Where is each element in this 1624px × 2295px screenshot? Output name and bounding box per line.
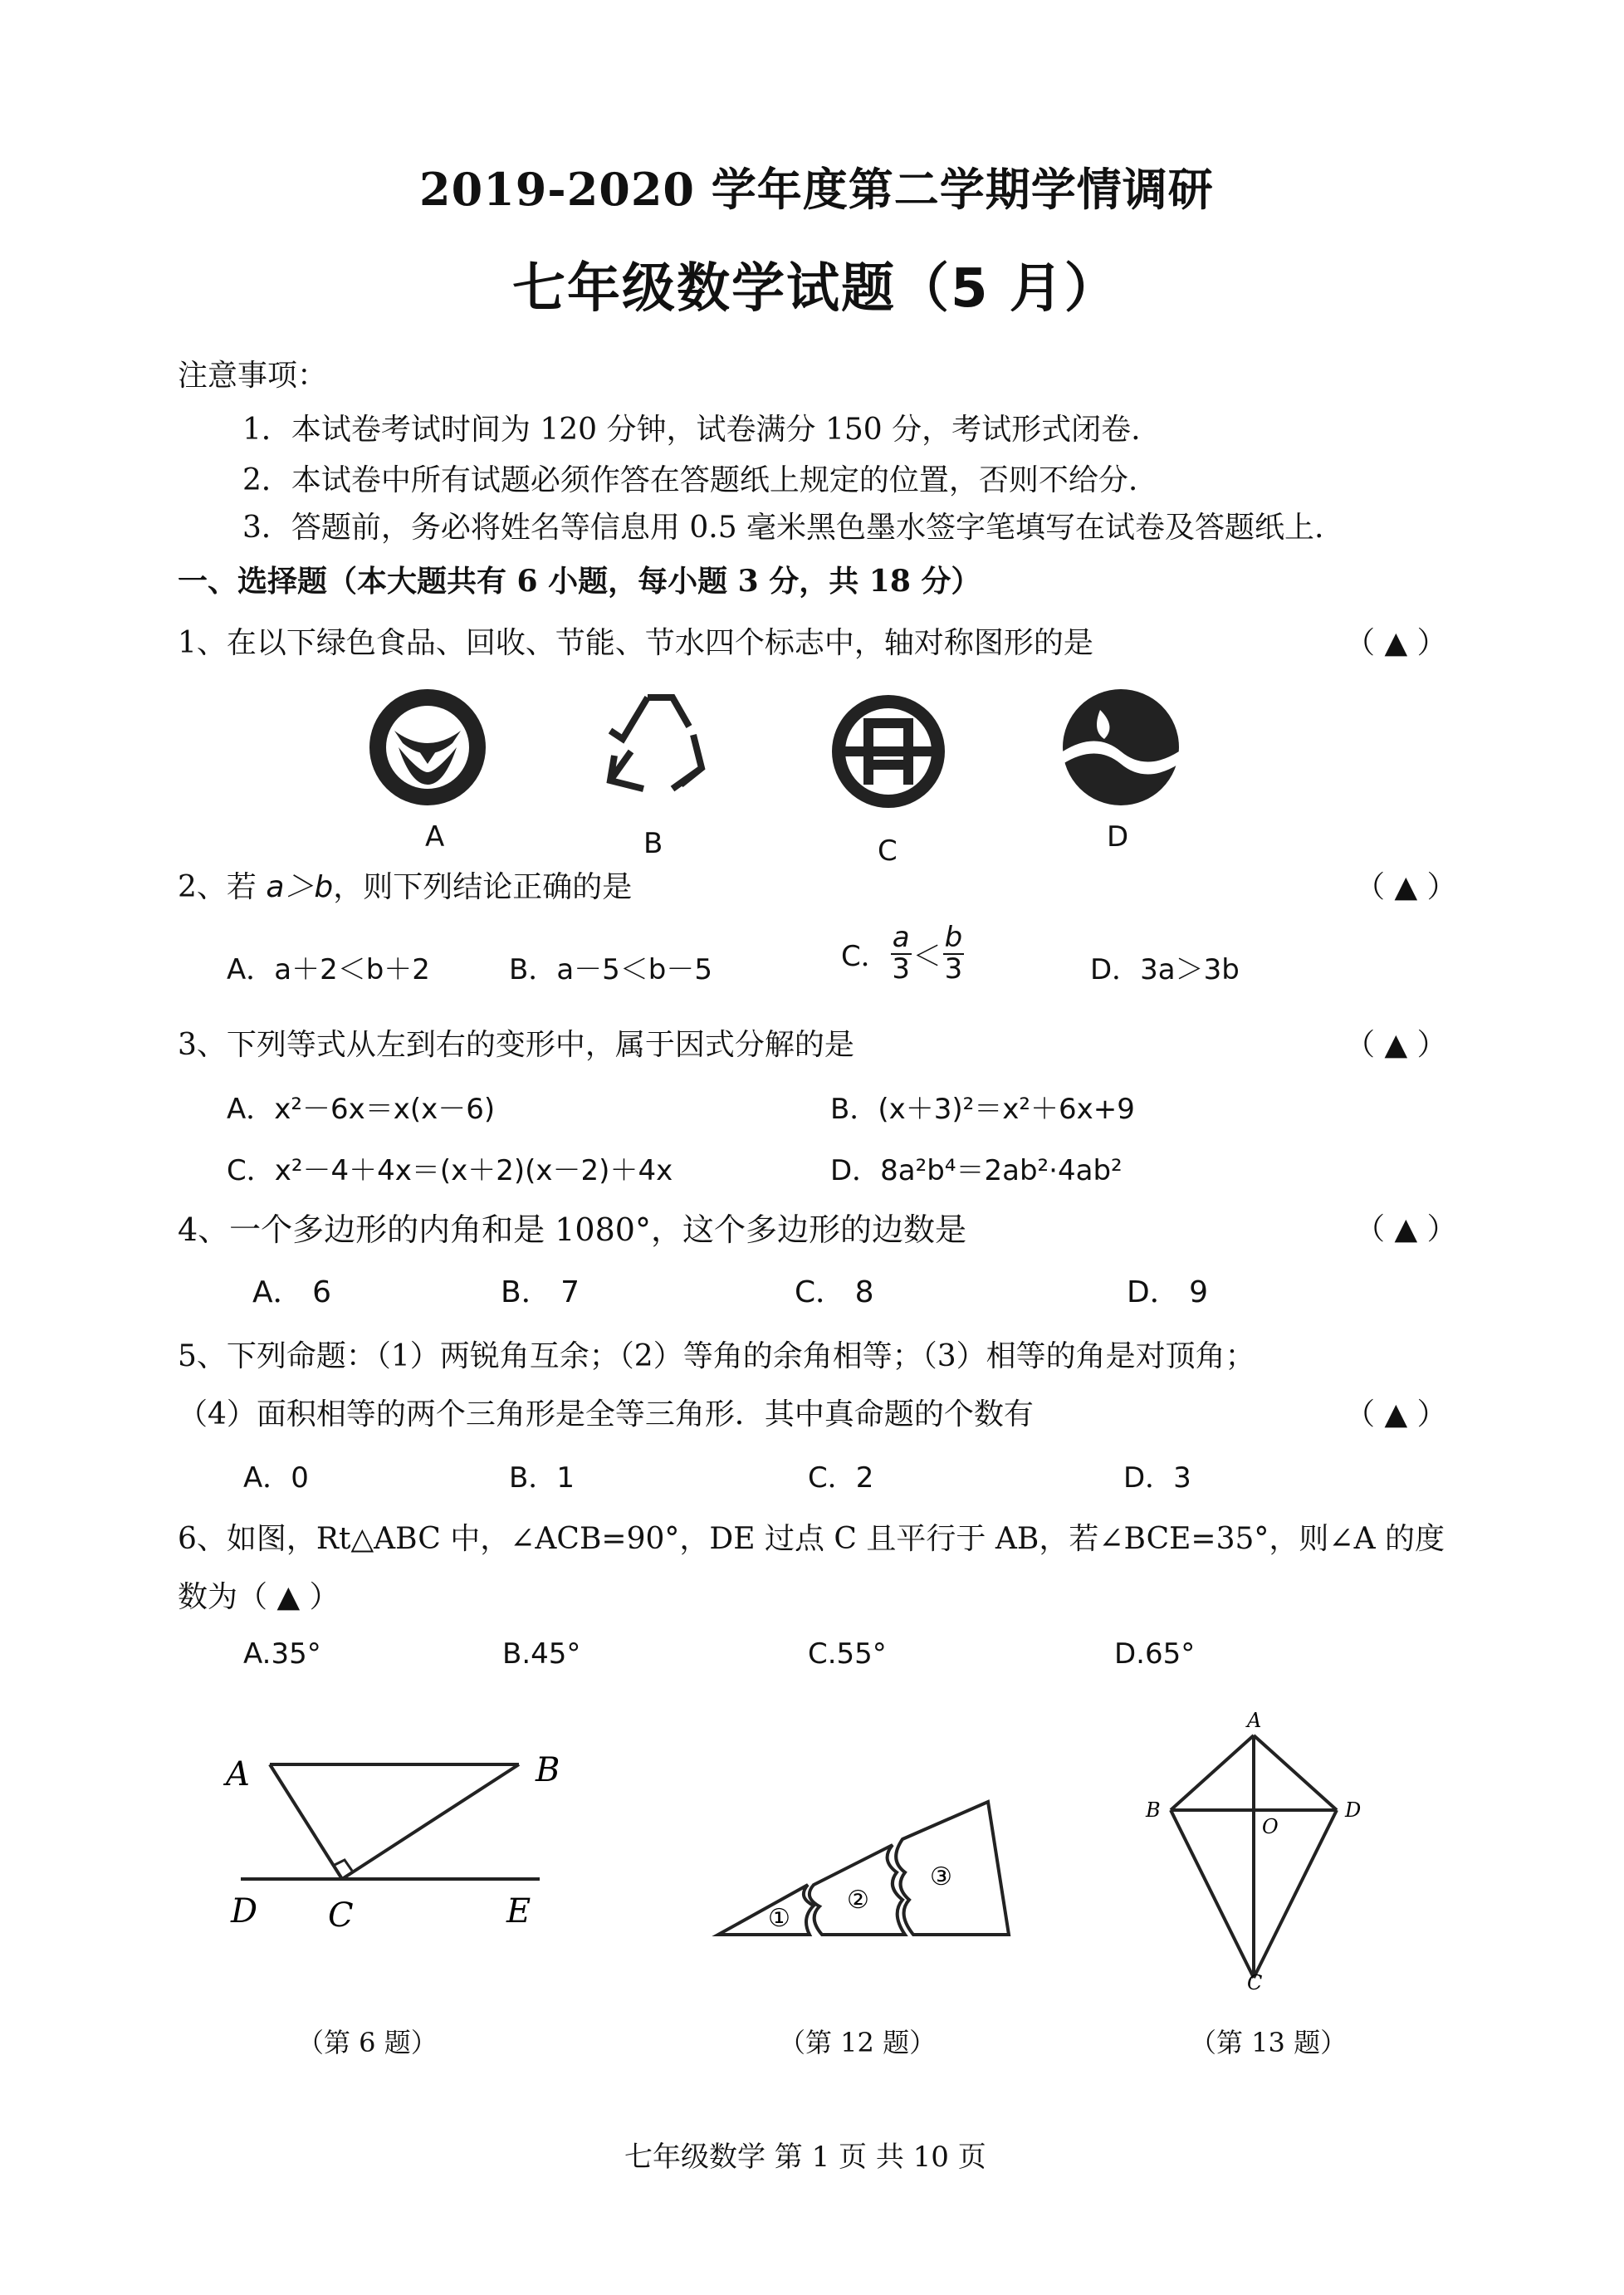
notice-item-3: 3．答题前，务必将姓名等信息用 0.5 毫米黑色墨水签字笔填写在试卷及答题纸上. xyxy=(242,511,1324,545)
logo-label-d: D xyxy=(1107,820,1129,854)
water-saving-logo-icon xyxy=(1063,689,1179,805)
exam-title: 2019-2020 学年度第二学期学情调研 xyxy=(419,163,1214,216)
fig6-point-e: E xyxy=(506,1892,531,1930)
figure-12-caption: （第 12 题） xyxy=(779,2027,937,2058)
q6-option-b: B.45° xyxy=(502,1637,581,1671)
q4-option-b: B． 7 xyxy=(501,1275,580,1309)
energy-saving-logo-icon xyxy=(832,695,945,808)
fig12-piece-3: ③ xyxy=(930,1862,952,1891)
q4-option-c: C． 8 xyxy=(795,1275,874,1309)
fig6-point-d: D xyxy=(231,1892,258,1930)
fig6-point-b: B xyxy=(536,1751,560,1789)
notice-item-2: 2．本试卷中所有试题必须作答在答题纸上规定的位置，否则不给分. xyxy=(242,463,1138,497)
q3-option-a: A．x²－6x＝x(x－6) xyxy=(227,1093,496,1126)
q6-option-d: D.65° xyxy=(1114,1637,1196,1671)
q4-option-d: D． 9 xyxy=(1127,1275,1209,1309)
q2-option-c: C． $\frac{a}{3}$ ＜ $\frac{b}{3}$ xyxy=(841,921,963,986)
q4-option-a: A． 6 xyxy=(252,1275,331,1309)
fig12-piece-1: ① xyxy=(768,1904,790,1933)
fig6-point-a: A xyxy=(226,1755,250,1793)
green-food-logo-icon xyxy=(369,689,486,805)
question-1-logos xyxy=(357,681,1204,814)
q5-option-b: B．1 xyxy=(509,1461,575,1495)
fig13-point-o: O xyxy=(1262,1815,1279,1838)
q6-option-c: C.55° xyxy=(808,1637,887,1671)
logo-label-b: B xyxy=(643,827,663,860)
exam-subtitle: 七年级数学试题（5 月） xyxy=(512,258,1119,320)
fig12-piece-2: ② xyxy=(847,1886,869,1915)
answer-mark-5: （ ▲ ） xyxy=(1345,1397,1447,1431)
question-2-stem: 2、若 a＞b，则下列结论正确的是 xyxy=(178,870,633,904)
question-6-stem-line2: 数为（ ▲ ） xyxy=(178,1580,340,1614)
notice-heading: 注意事项： xyxy=(178,359,328,393)
question-3-stem: 3、下列等式从左到右的变形中，属于因式分解的是 xyxy=(178,1028,854,1062)
recycle-logo-icon xyxy=(610,697,702,789)
notice-item-1: 1．本试卷考试时间为 120 分钟，试卷满分 150 分，考试形式闭卷. xyxy=(242,413,1141,447)
figure-6 xyxy=(216,1735,598,1951)
q5-option-a: A．0 xyxy=(243,1461,309,1495)
q5-option-d: D．3 xyxy=(1123,1461,1191,1495)
question-1-stem: 1、在以下绿色食品、回收、节能、节水四个标志中，轴对称图形的是 xyxy=(178,626,1093,660)
answer-mark-4: （ ▲ ） xyxy=(1355,1212,1457,1246)
q3-option-d: D．8a²b⁴＝2ab²·4ab² xyxy=(830,1154,1123,1187)
figure-13-caption: （第 13 题） xyxy=(1190,2027,1348,2058)
question-5-stem-line1: 5、下列命题：（1）两锐角互余；（2）等角的余角相等；（3）相等的角是对顶角； xyxy=(178,1339,1255,1373)
question-5-stem-line2: （4）面积相等的两个三角形是全等三角形．其中真命题的个数有 xyxy=(178,1397,1034,1431)
q2-option-b: B．a－5＜b－5 xyxy=(509,953,713,986)
q3-option-b: B．(x＋3)²＝x²＋6x+9 xyxy=(830,1093,1135,1126)
figure-12 xyxy=(710,1793,1025,1951)
fig13-point-a: A xyxy=(1247,1710,1262,1732)
section-heading: 一、选择题（本大题共有 6 小题，每小题 3 分，共 18 分） xyxy=(178,564,981,599)
logo-label-a: A xyxy=(425,820,445,854)
question-6-stem-line1: 6、如图，Rt△ABC 中，∠ACB=90°，DE 过点 C 且平行于 AB，若∠BCE=35°，则∠A 的度 xyxy=(178,1522,1445,1556)
figure-6-caption: （第 6 题） xyxy=(297,2027,438,2058)
fig6-point-c: C xyxy=(328,1896,354,1935)
figure-13 xyxy=(1137,1710,1387,1993)
answer-mark-3: （ ▲ ） xyxy=(1345,1028,1447,1062)
answer-mark-1: （ ▲ ） xyxy=(1345,626,1447,660)
q5-option-c: C．2 xyxy=(808,1461,874,1495)
fig13-point-d: D xyxy=(1345,1798,1362,1822)
page-footer: 七年级数学 第 1 页 共 10 页 xyxy=(624,2141,986,2174)
q6-option-a: A.35° xyxy=(243,1637,321,1671)
q2-option-a: A．a＋2＜b＋2 xyxy=(227,953,430,986)
logo-label-c: C xyxy=(878,834,898,868)
q2-option-d: D．3a＞3b xyxy=(1090,953,1240,986)
answer-mark-2: （ ▲ ） xyxy=(1355,870,1457,904)
fig13-point-b: B xyxy=(1146,1798,1161,1822)
q3-option-c: C．x²－4＋4x＝(x＋2)(x－2)＋4x xyxy=(227,1154,673,1187)
fig13-point-c: C xyxy=(1247,1971,1263,1993)
question-4-stem: 4、一个多边形的内角和是 1080°，这个多边形的边数是 xyxy=(178,1211,966,1248)
